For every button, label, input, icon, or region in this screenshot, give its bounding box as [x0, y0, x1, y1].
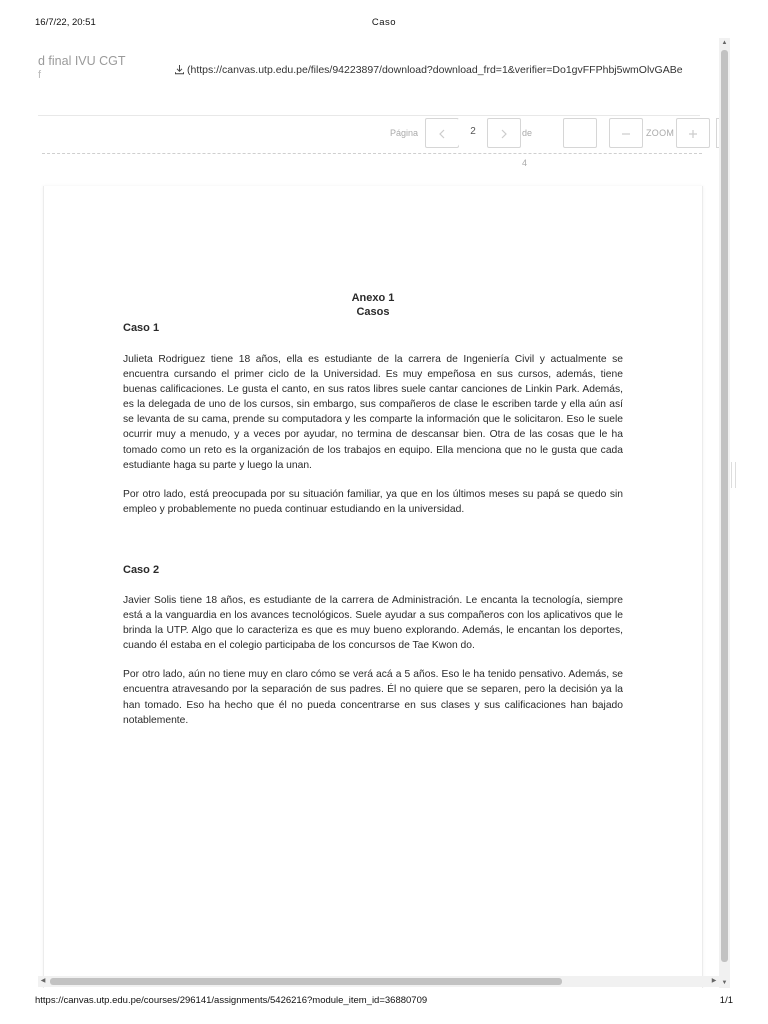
zoom-label: ZOOM — [646, 128, 675, 138]
download-link[interactable] — [174, 64, 683, 78]
vertical-scrollbar[interactable] — [719, 38, 730, 988]
scroll-left-arrow-icon[interactable]: ◀ — [40, 978, 46, 984]
print-url: https://canvas.utp.edu.pe/courses/296141/assignments/5426216?module_item_id=36880709 — [35, 995, 428, 1006]
file-title — [38, 54, 126, 82]
caso1-title: Caso 1 — [123, 322, 160, 334]
print-datetime: 16/7/22, 20:51 — [35, 17, 96, 28]
print-header — [35, 17, 733, 31]
prev-page-button[interactable] — [425, 118, 459, 148]
toolbar-dashed-separator — [42, 153, 702, 154]
zoom-out-button[interactable] — [609, 118, 643, 148]
minus-icon — [621, 128, 631, 138]
plus-icon — [688, 128, 698, 138]
current-page-input[interactable]: 2 — [458, 118, 488, 146]
document-subheading: Casos — [356, 306, 390, 318]
toolbar-blank-button[interactable] — [563, 118, 597, 148]
resize-handle[interactable] — [731, 462, 736, 488]
vertical-scroll-thumb[interactable] — [721, 50, 728, 962]
caso2-paragraph-1: Javier Solis tiene 18 años, es estudiante de la carrera de Administración. Le encanta la tecnología, siempre está a la vanguardia en los avances tecnológicos. Suele ayudar a sus compañeros con los aplicativos que le brinda la UTP. Algo que lo caracteriza es que es muy bueno explorando. Además, le encantan los deportes, cuando él estaba en el colegio participaba de los concursos de Tae Kwon do. — [123, 594, 623, 652]
caso1-paragraph-1: Julieta Rodriguez tiene 18 años, ella es estudiante de la carrera de Ingeniería Civil y actualmente se encuentra cursando el primer ciclo de la Universidad. Es muy empeñosa en sus cursos, además, tiene buenas calificaciones. Le gusta el canto, en sus ratos libres suele cantar canciones de Linkin Park. Además, es la delegada de uno de los cursos, sin embargo, sus compañeros de clase le escriben tarde y ella aún así se levanta de su cama, prende su computadora y les comparte la información que le solicitaron. Eso le suele ocurrir muy a menudo, y a veces por ayudar, no termina de descansar bien. Otra de las cosas que le ha tomado como un reto es la organización de los trabajos en equipo. Ella menciona que no le gusta que cada estudiante haga su parte y luego la unan. — [123, 354, 623, 471]
caso2-paragraph-2: Por otro lado, aún no tiene muy en claro cómo se verá acá a 5 años. Eso le ha tenido pensativo. Además, se encuentra atravesando por la separación de sus padres. Él no quiere que se separen, pero la decisión ya la han tomado. Eso ha hecho que él no pueda concentrarse en sus clases y sus calificaciones han bajado notablemente. — [123, 669, 623, 726]
horizontal-scroll-thumb[interactable] — [50, 978, 562, 985]
scroll-up-arrow-icon[interactable]: ▲ — [721, 40, 728, 46]
next-page-button[interactable] — [487, 118, 521, 148]
toolbar-divider — [38, 115, 700, 116]
caso2-title: Caso 2 — [123, 563, 160, 576]
document-heading: Anexo 1 — [351, 292, 395, 304]
print-title: Caso — [371, 17, 397, 28]
scroll-down-arrow-icon[interactable]: ▼ — [721, 980, 728, 986]
browser-viewport — [38, 38, 730, 988]
scroll-right-arrow-icon[interactable]: ▶ — [711, 978, 717, 984]
pdf-page — [43, 186, 703, 988]
page-label: Página — [390, 128, 419, 138]
print-footer — [35, 995, 733, 1009]
page-count-label: de 4 — [522, 128, 533, 168]
file-title-line1: d final IVU CGT — [38, 54, 126, 68]
download-url: (https://canvas.utp.edu.pe/files/94223897/download?download_frd=1&verifier=Do1gvFFPhbj5wmOlvGABe — [187, 64, 683, 76]
print-page-number: 1/1 — [719, 995, 733, 1006]
zoom-in-button[interactable] — [676, 118, 710, 148]
caso1-paragraph-2: Por otro lado, está preocupada por su situación familiar, ya que en los últimos meses su papá se quedo sin empleo y probablemente no pueda continuar estudiando en la universidad. — [123, 488, 623, 515]
file-title-line2: f — [38, 69, 42, 81]
chevron-left-icon — [438, 128, 446, 138]
download-icon — [174, 64, 185, 78]
chevron-right-icon — [500, 128, 508, 138]
document-content — [123, 291, 623, 728]
horizontal-scrollbar[interactable] — [38, 976, 719, 987]
